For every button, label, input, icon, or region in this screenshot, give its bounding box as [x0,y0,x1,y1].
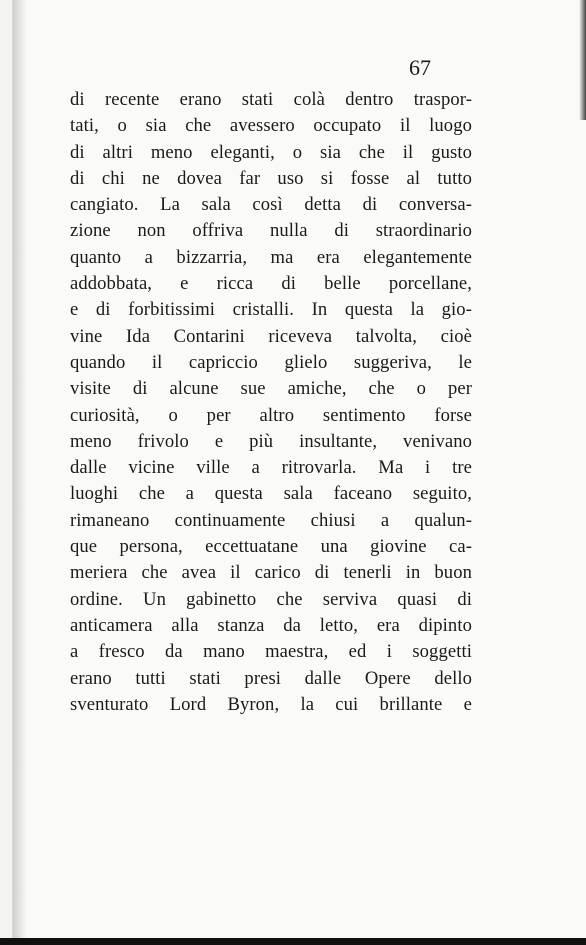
text-line: dalle vicine ville a ritrovarla. Ma i tre [70,457,472,479]
text-line: cangiato. La sala così detta di conversa- [70,194,472,216]
text-line: di recente erano stati colà dentro traspor- [70,89,472,110]
text-line: anticamera alla stanza da letto, era dipinto [70,614,472,636]
body-text [70,87,472,718]
text-line: luoghi che a questa sala faceano seguito, [70,483,472,505]
page-bottom-edge [0,938,586,945]
spine-shadow [13,0,27,938]
text-line: tati, o sia che avessero occupato il luogo [70,115,472,137]
text-line: di chi ne dovea far uso si fosse al tutto [70,167,472,189]
text-line: addobbata, e ricca di belle porcellane, [70,273,472,295]
text-line: que persona, eccettuatane una giovine ca- [70,536,472,558]
text-line: curiosità, o per altro sentimento forse [70,404,472,426]
text-line: visite di alcune sue amiche, che o per [70,378,472,400]
book-page [12,0,586,938]
text-line: e di forbitissimi cristalli. In questa la gio- [70,299,472,321]
text-line: zione non offriva nulla di straordinario [70,220,472,242]
text-line: rimaneano continuamente chiusi a qualun- [70,509,472,531]
text-line: sventurato Lord Byron, la cui brillante e [70,693,472,715]
page-number: 67 [409,55,431,80]
text-line: meriera che avea il carico di tenerli in buon [70,562,472,584]
text-line: di altri meno eleganti, o sia che il gusto [70,141,472,163]
text-line: erano tutti stati presi dalle Opere dello [70,667,472,689]
text-line: ordine. Un gabinetto che serviva quasi di [70,588,472,610]
text-line: quando il capriccio glielo suggeriva, le [70,351,472,373]
text-line: quanto a bizzarria, ma era elegantemente [70,246,472,268]
page-corner-shadow [579,0,586,120]
text-line: a fresco da mano maestra, ed i soggetti [70,641,472,663]
text-line: vine Ida Contarini riceveva talvolta, cioè [70,325,472,347]
text-line: meno frivolo e più insultante, venivano [70,430,472,452]
